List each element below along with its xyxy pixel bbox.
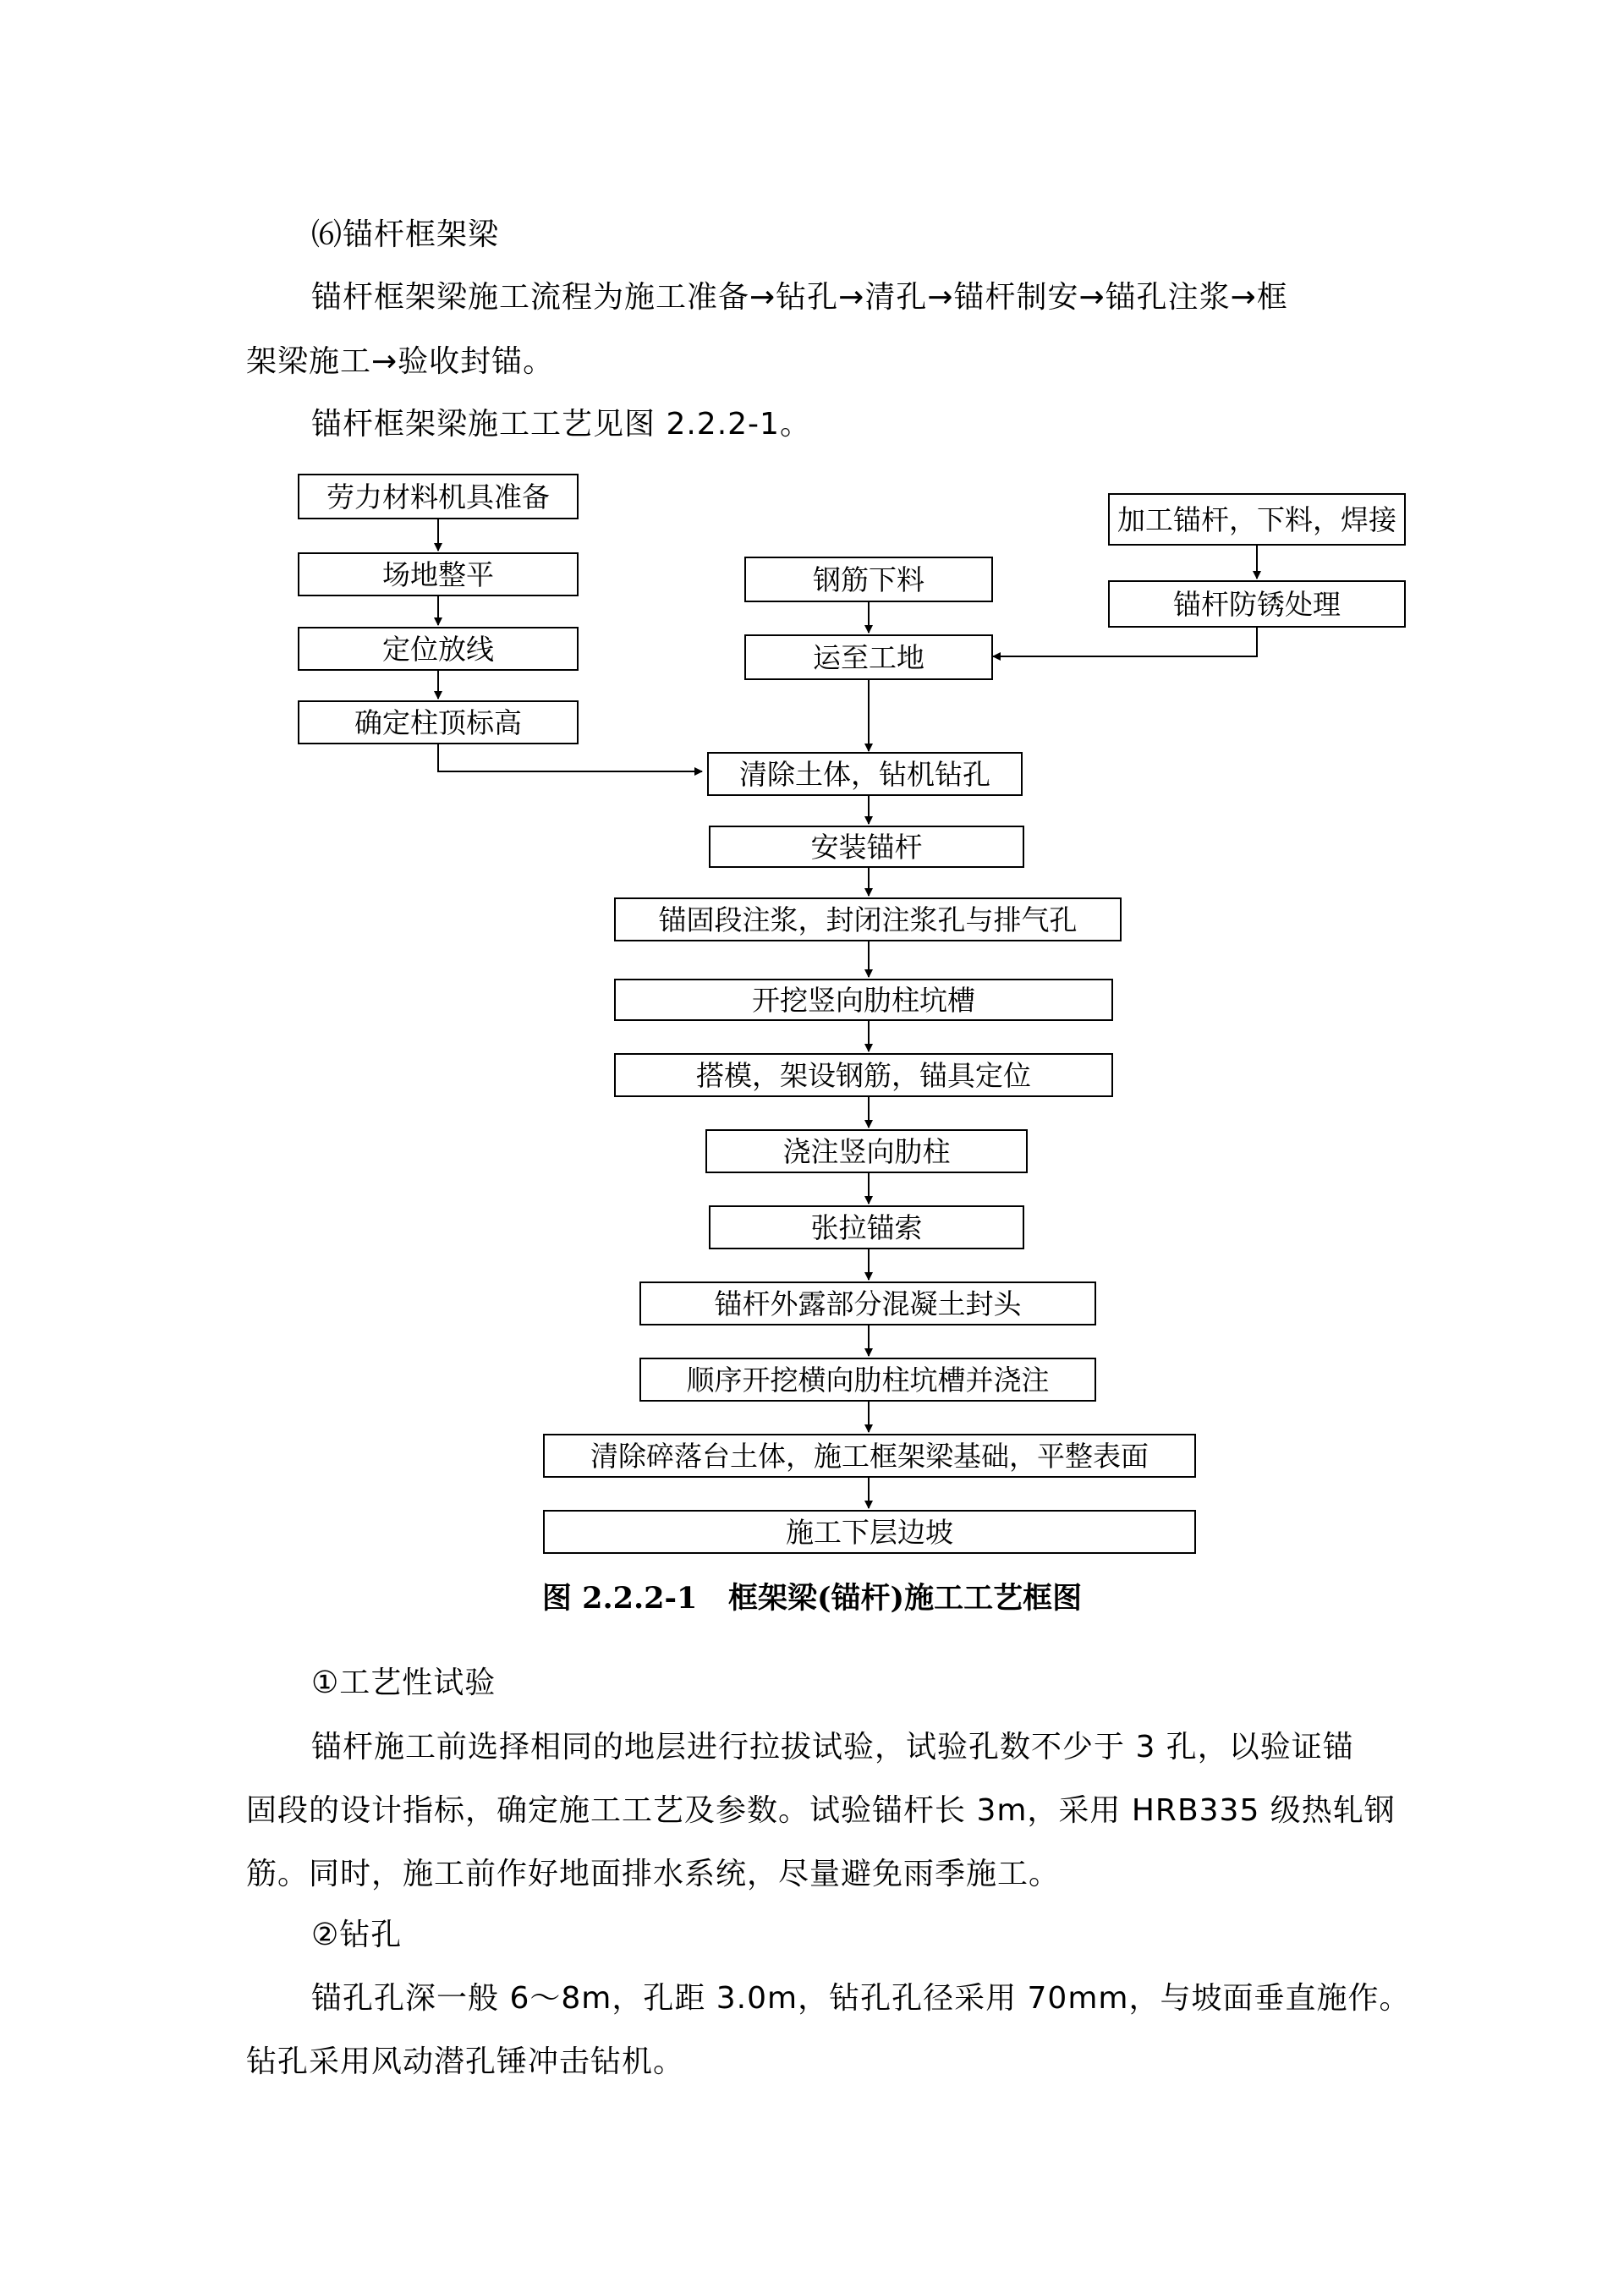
flow-box-main-1: 清除土体，钻机钻孔	[707, 752, 1023, 796]
flow-box-anchor-processing: 加工锚杆，下料，焊接	[1108, 493, 1406, 546]
figure-reference: 锚杆框架梁施工工艺见图 2.2.2-1。	[311, 407, 811, 442]
flow-box-positioning: 定位放线	[298, 627, 579, 671]
flow-box-main-3: 锚固段注浆，封闭注浆孔与排气孔	[614, 897, 1122, 941]
drilling-line-2: 钻孔采用风动潜孔锤冲击钻机。	[246, 2044, 685, 2079]
connector-arrow	[438, 744, 702, 771]
flow-box-main-9: 顺序开挖横向肋柱坑槽并浇注	[639, 1358, 1096, 1402]
flow-box-transport-site: 运至工地	[744, 634, 993, 680]
test-line-1: 锚杆施工前选择相同的地层进行拉拔试验，试验孔数不少于 3 孔，以验证锚	[311, 1730, 1354, 1764]
flow-box-main-10: 清除碎落台土体，施工框架梁基础，平整表面	[543, 1434, 1196, 1478]
test-heading: ①工艺性试验	[311, 1666, 497, 1700]
flow-intro-line-2: 架梁施工→验收封锚。	[246, 344, 555, 379]
figure-caption: 图 2.2.2-1 框架梁(锚杆)施工工艺框图	[541, 1581, 1083, 1616]
flow-box-main-11: 施工下层边坡	[543, 1510, 1196, 1554]
section-heading: ⑹锚杆框架梁	[311, 217, 500, 252]
flow-box-main-6: 浇注竖向肋柱	[705, 1129, 1028, 1173]
flow-box-main-5: 搭模，架设钢筋，锚具定位	[614, 1053, 1113, 1097]
flow-box-main-7: 张拉锚索	[709, 1205, 1024, 1249]
flow-box-column-elevation: 确定柱顶标高	[298, 700, 579, 744]
test-line-2: 固段的设计指标，确定施工工艺及参数。试验锚杆长 3m，采用 HRB335 级热轧钢	[246, 1793, 1396, 1828]
flow-box-anchor-anticorrosion: 锚杆防锈处理	[1108, 580, 1406, 628]
flow-box-labor-materials: 劳力材料机具准备	[298, 474, 579, 519]
drilling-line-1: 锚孔孔深一般 6～8m，孔距 3.0m，钻孔孔径采用 70mm，与坡面垂直施作。	[311, 1981, 1411, 2016]
test-line-3: 筋。同时，施工前作好地面排水系统，尽量避免雨季施工。	[246, 1857, 1061, 1891]
flow-box-main-2: 安装锚杆	[709, 826, 1024, 868]
drilling-heading: ②钻孔	[311, 1918, 403, 1952]
flow-box-main-4: 开挖竖向肋柱坑槽	[614, 979, 1113, 1021]
flow-box-site-leveling: 场地整平	[298, 552, 579, 596]
connector-arrow	[993, 628, 1257, 656]
flow-intro-line-1: 锚杆框架梁施工流程为施工准备→钻孔→清孔→锚杆制安→锚孔注浆→框	[311, 280, 1288, 315]
flow-box-rebar-cutting: 钢筋下料	[744, 557, 993, 602]
flow-box-main-8: 锚杆外露部分混凝土封头	[639, 1281, 1096, 1325]
